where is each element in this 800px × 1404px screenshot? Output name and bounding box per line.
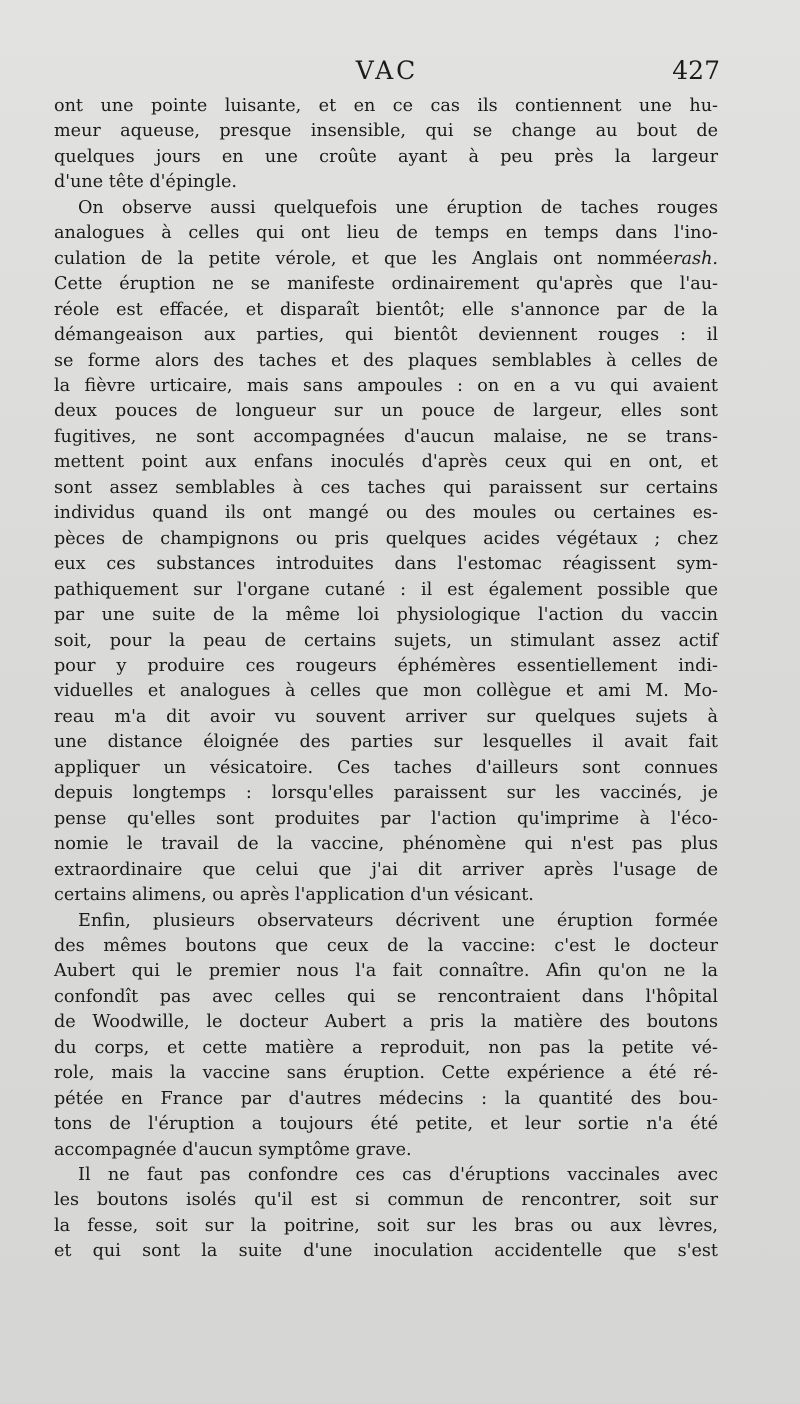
text-line: démangeaison aux parties, qui bientôt deviennent rouges : il	[54, 325, 718, 346]
italic-word: rash.	[673, 248, 718, 269]
text-line: pathiquement sur l'organe cutané : il est également possible que	[54, 579, 718, 600]
paragraph-1	[54, 94, 718, 196]
text-line: des mêmes boutons que ceux de la vaccine: c'est le docteur	[54, 935, 718, 956]
text-line: ont une pointe luisante, et en ce cas ils contiennent une hu-	[54, 96, 718, 116]
text-line: les boutons isolés qu'il est si commun de rencontrer, soit sur	[54, 1190, 718, 1211]
text-line: extraordinaire que celui que j'ai dit arriver après l'usage de	[54, 859, 718, 880]
paragraph-4	[54, 1163, 718, 1265]
text-line: depuis longtemps : lorsqu'elles paraissent sur les vaccinés, je	[54, 783, 718, 804]
text-line: On observe aussi quelquefois une éruption de taches rouges	[78, 197, 718, 218]
text-line: pèces de champignons ou pris quelques acides végétaux ; chez	[54, 528, 718, 549]
text-line: et qui sont la suite d'une inoculation accidentelle que s'est	[54, 1241, 718, 1262]
text-segment: culation de la petite vérole, et que les Anglais ont nommée	[54, 248, 674, 269]
text-line: quelques jours en une croûte ayant à peu près la largeur	[54, 146, 718, 167]
text-line: du corps, et cette matière a reproduit, non pas la petite vé-	[54, 1037, 718, 1058]
text-line-with-italic	[54, 247, 718, 272]
text-line: confondît pas avec celles qui se rencontraient dans l'hôpital	[54, 986, 718, 1007]
text-line: la fièvre urticaire, mais sans ampoules : on en a vu qui avaient	[54, 375, 718, 396]
text-line: Cette éruption ne se manifeste ordinairement qu'après que l'au-	[54, 274, 718, 295]
text-line: analogues à celles qui ont lieu de temps en temps dans l'ino-	[54, 223, 718, 244]
page-number: 427	[672, 56, 720, 85]
text-line: reau m'a dit avoir vu souvent arriver sur quelques sujets à	[54, 706, 718, 727]
text-line: tons de l'éruption a toujours été petite, et leur sortie n'a été	[54, 1114, 718, 1135]
text-line: nomie le travail de la vaccine, phénomène qui n'est pas plus	[54, 834, 718, 855]
text-line: viduelles et analogues à celles que mon collègue et ami M. Mo-	[54, 681, 718, 702]
text-line: se forme alors des taches et des plaques semblables à celles de	[54, 350, 718, 371]
text-line: meur aqueuse, presque insensible, qui se change au bout de	[54, 121, 718, 142]
text-line: eux ces substances introduites dans l'estomac réagissent sym-	[54, 554, 718, 575]
text-line: la fesse, soit sur la poitrine, soit sur les bras ou aux lèvres,	[54, 1215, 718, 1236]
text-line: soit, pour la peau de certains sujets, un stimulant assez actif	[54, 630, 718, 651]
text-line: une distance éloignée des parties sur lesquelles il avait fait	[54, 732, 718, 753]
text-line: pour y produire ces rougeurs éphémères essentiellement indi-	[54, 655, 718, 676]
text-line: Aubert qui le premier nous l'a fait connaître. Afin qu'on ne la	[54, 961, 718, 982]
text-line: pétée en France par d'autres médecins : la quantité des bou-	[54, 1088, 718, 1109]
text-line: Enfin, plusieurs observateurs décrivent une éruption formée	[78, 910, 718, 931]
text-line: Il ne faut pas confondre ces cas d'éruptions vaccinales avec	[78, 1165, 718, 1186]
text-line: sont assez semblables à ces taches qui paraissent sur certains	[54, 477, 718, 498]
text-line: accompagnée d'aucun symptôme grave.	[54, 1139, 412, 1160]
text-line: certains alimens, ou après l'application d'un vésicant.	[54, 885, 534, 906]
paragraph-2	[54, 196, 718, 909]
paragraph-3	[54, 909, 718, 1164]
text-line: deux pouces de longueur sur un pouce de largeur, elles sont	[54, 401, 718, 422]
text-line: d'une tête d'épingle.	[54, 172, 237, 193]
text-line: pense qu'elles sont produites par l'action qu'imprime à l'éco-	[54, 808, 718, 829]
text-line: réole est effacée, et disparaît bientôt; elle s'annonce par de la	[54, 299, 718, 320]
text-line: mettent point aux enfans inoculés d'après ceux qui en ont, et	[54, 452, 718, 473]
body-text	[54, 94, 718, 1265]
running-head: VAC	[355, 56, 419, 85]
page-header	[54, 56, 720, 92]
text-line: individus quand ils ont mangé ou des moules ou certaines es-	[54, 503, 718, 524]
text-line: role, mais la vaccine sans éruption. Cette expérience a été ré-	[54, 1063, 718, 1084]
text-line: de Woodwille, le docteur Aubert a pris la matière des boutons	[54, 1012, 718, 1033]
text-line: fugitives, ne sont accompagnées d'aucun malaise, ne se trans-	[54, 426, 718, 447]
text-line: appliquer un vésicatoire. Ces taches d'ailleurs sont connues	[54, 757, 718, 778]
text-line: par une suite de la même loi physiologique l'action du vaccin	[54, 605, 718, 626]
